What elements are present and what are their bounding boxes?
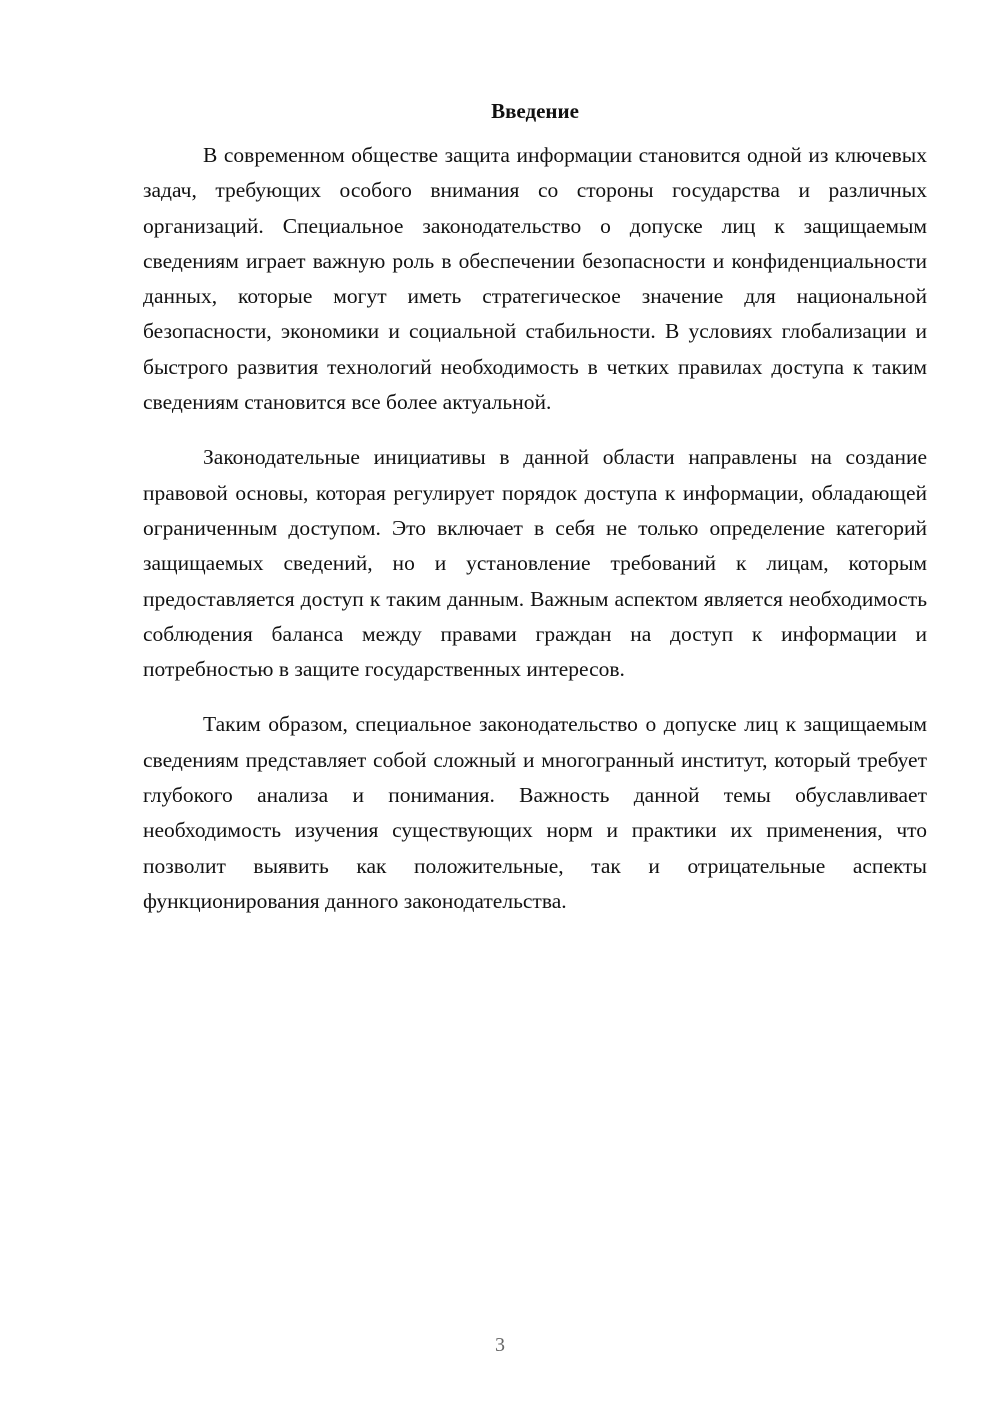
paragraph-3: Таким образом, специальное законодательство о допуске лиц к защищаемым сведениям представляет собой сложный и многогранный институт, который требует глубокого анализа и понимания. Важность данной темы обуславливает необходимость изучения существующих норм и практики их применения, что позволит выявить как положительные, так и отрицательные аспекты функционирования данного законодательства. [143, 712, 927, 913]
paragraph-1: В современном обществе защита информации становится одной из ключевых задач, требующих особого внимания со стороны государства и различных организаций. Специальное законодательство о допуске лиц к защищаемым сведениям играет важную роль в обеспечении безопасности и конфиденциальности данных, которые могут иметь стратегическое значение для национальной безопасности, экономики и социальной стабильности. В условиях глобализации и быстрого развития технологий необходимость в четких правилах доступа к таким сведениям становится все более актуальной. [143, 143, 927, 415]
paragraph-2: Законодательные инициативы в данной области направлены на создание правовой основы, которая регулирует порядок доступа к информации, обладающей ограниченным доступом. Это включает в себя не только определение категорий защищаемых сведений, но и установление требований к лицам, которым предоставляется доступ к таким данным. Важным аспектом является необходимость соблюдения баланса между правами граждан на доступ к информации и потребностью в защите государственных интересов. [143, 445, 927, 682]
section-title: Введение [491, 99, 579, 123]
document-body [143, 96, 927, 939]
page-number: 3 [495, 1334, 505, 1356]
